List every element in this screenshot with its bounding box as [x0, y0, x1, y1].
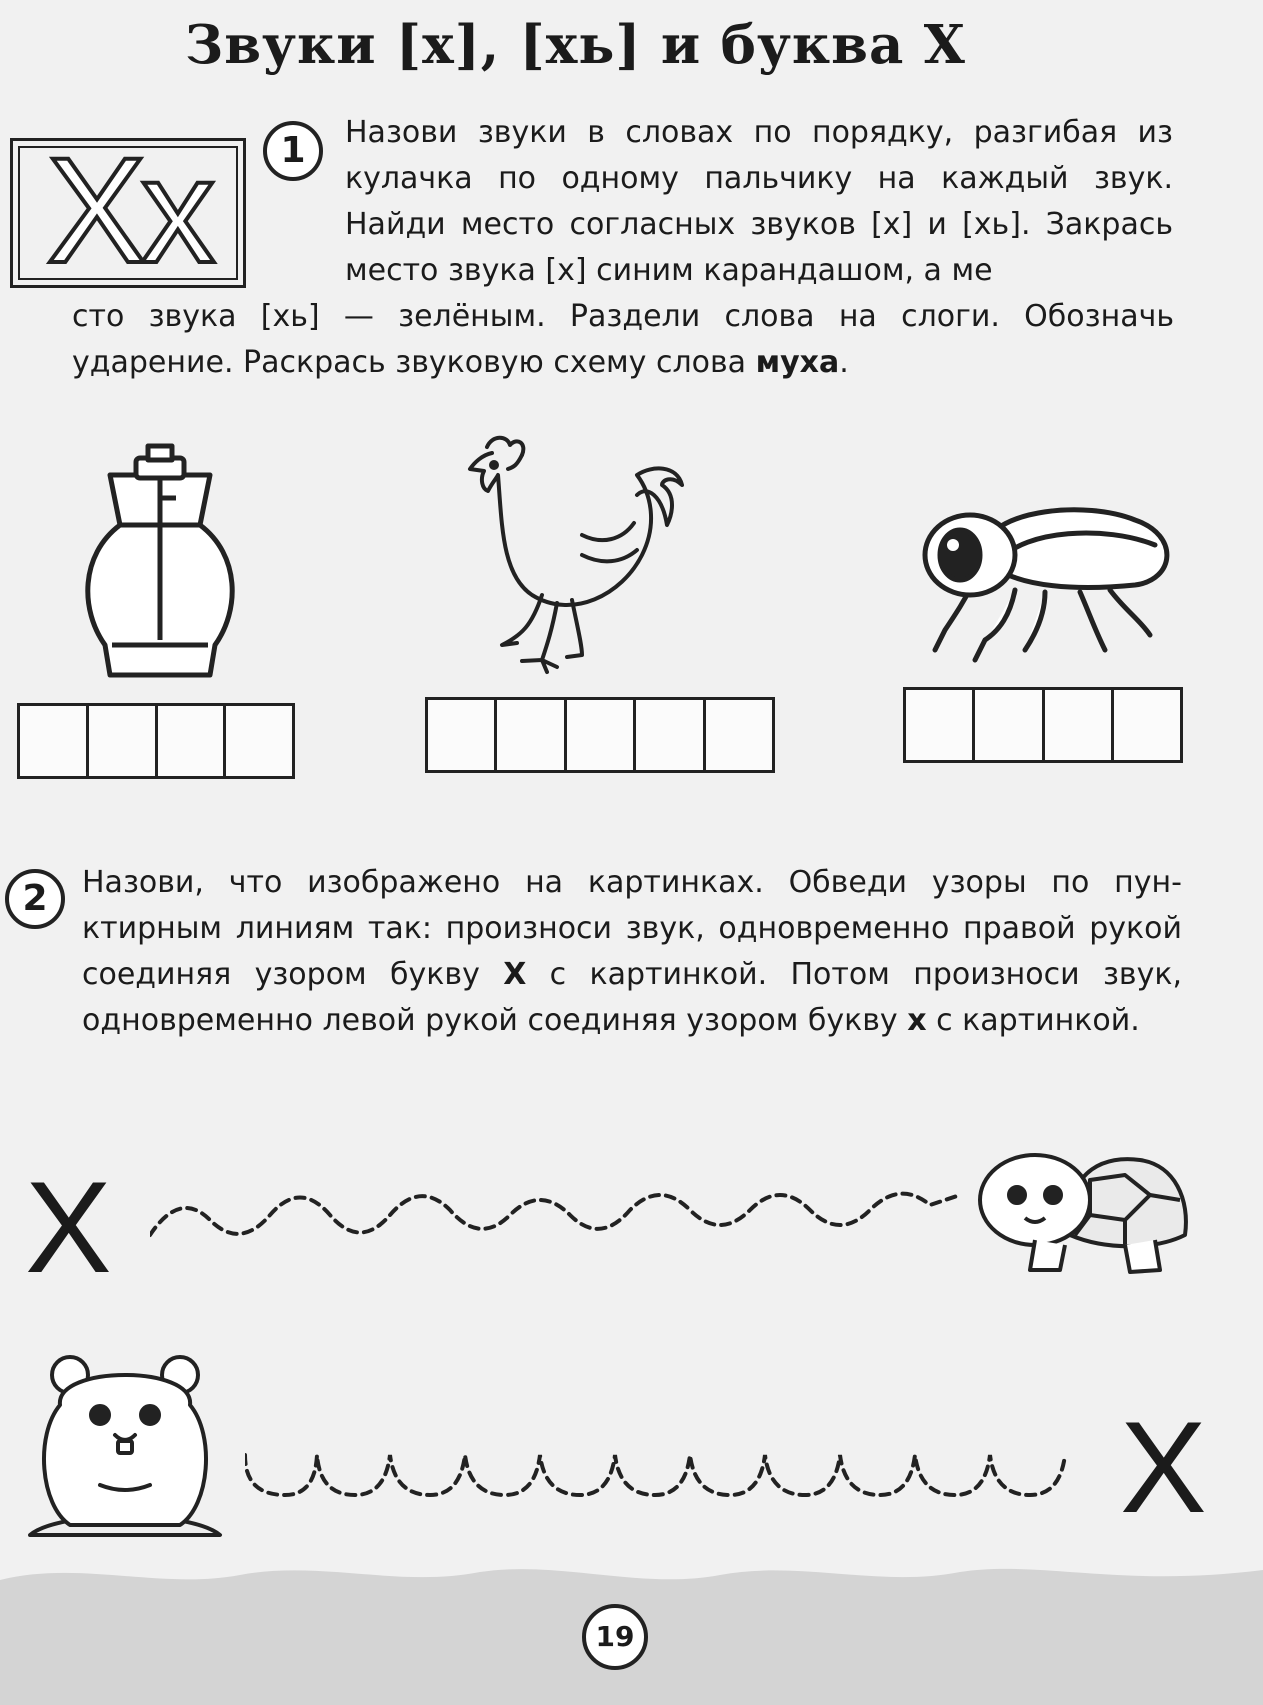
sound-cell[interactable]	[706, 700, 772, 770]
sound-cell[interactable]	[1114, 690, 1180, 760]
task-2-text-part-2: с картинкой. Потом произноси звук, одновременно левой рукой соединяя узором букву	[82, 957, 1183, 1038]
task-1-text-bottom	[72, 294, 1174, 386]
task-2-text-part-1: Назови, что изображено на картинках. Обведи узоры по пунктирным линиям так: произноси звук, одновременно правой рукой соединяя узором букву	[82, 865, 1182, 992]
task-1-text-bottom-start: сто звука [хь] — зелёным. Раздели слова на слоги. Обозначь ударение. Раскрась звуковую схему слова	[72, 299, 1174, 380]
task-1-number: 1	[263, 121, 323, 181]
task-1-keyword: муха	[755, 345, 840, 380]
sound-cell[interactable]	[636, 700, 705, 770]
sound-cell[interactable]	[975, 690, 1044, 760]
sound-cell[interactable]	[428, 700, 497, 770]
page-title: Звуки [х], [хь] и буква Х	[185, 14, 966, 76]
task-2-letter-lower: х	[907, 1003, 927, 1038]
sound-cell[interactable]	[497, 700, 566, 770]
sound-cell[interactable]	[20, 706, 89, 776]
task-2-number: 2	[5, 869, 65, 929]
sound-cell[interactable]	[567, 700, 636, 770]
task-2-text-part-3: с картинкой.	[926, 1003, 1140, 1038]
sound-cell[interactable]	[226, 706, 292, 776]
task-1-text-bottom-end: .	[839, 345, 849, 380]
turtle-picture	[975, 1140, 1195, 1280]
task-2-letter-upper: Х	[503, 957, 527, 992]
trace-letter-bottom: Х	[1120, 1394, 1207, 1540]
letter-box-letters: Хх	[46, 126, 210, 294]
letter-box	[10, 126, 246, 294]
task-2-text	[82, 860, 1182, 1044]
dashed-wave-path-top[interactable]	[150, 1170, 970, 1250]
sound-cell[interactable]	[158, 706, 227, 776]
sound-schema-fly[interactable]	[903, 687, 1183, 763]
fly-picture	[905, 500, 1185, 665]
sound-schema-perfume[interactable]	[17, 703, 295, 779]
hamster-picture	[20, 1345, 230, 1550]
perfume-bottle-picture	[80, 440, 240, 685]
sound-cell[interactable]	[89, 706, 158, 776]
sound-cell[interactable]	[1045, 690, 1114, 760]
sound-schema-rooster[interactable]	[425, 697, 775, 773]
task-1-text-top: Назови звуки в словах по порядку, разгибая из кулачка по одному пальчику на каждый звук. Найди место согласных звуков [х] и [хь]. Закрась место звука [х] синим карандашом, а ме	[345, 115, 1173, 288]
page-number: 19	[582, 1604, 648, 1670]
sound-cell[interactable]	[906, 690, 975, 760]
trace-letter-top: Х	[25, 1154, 112, 1300]
rooster-picture	[462, 435, 692, 675]
dashed-scallop-path-bottom[interactable]	[245, 1440, 1095, 1510]
